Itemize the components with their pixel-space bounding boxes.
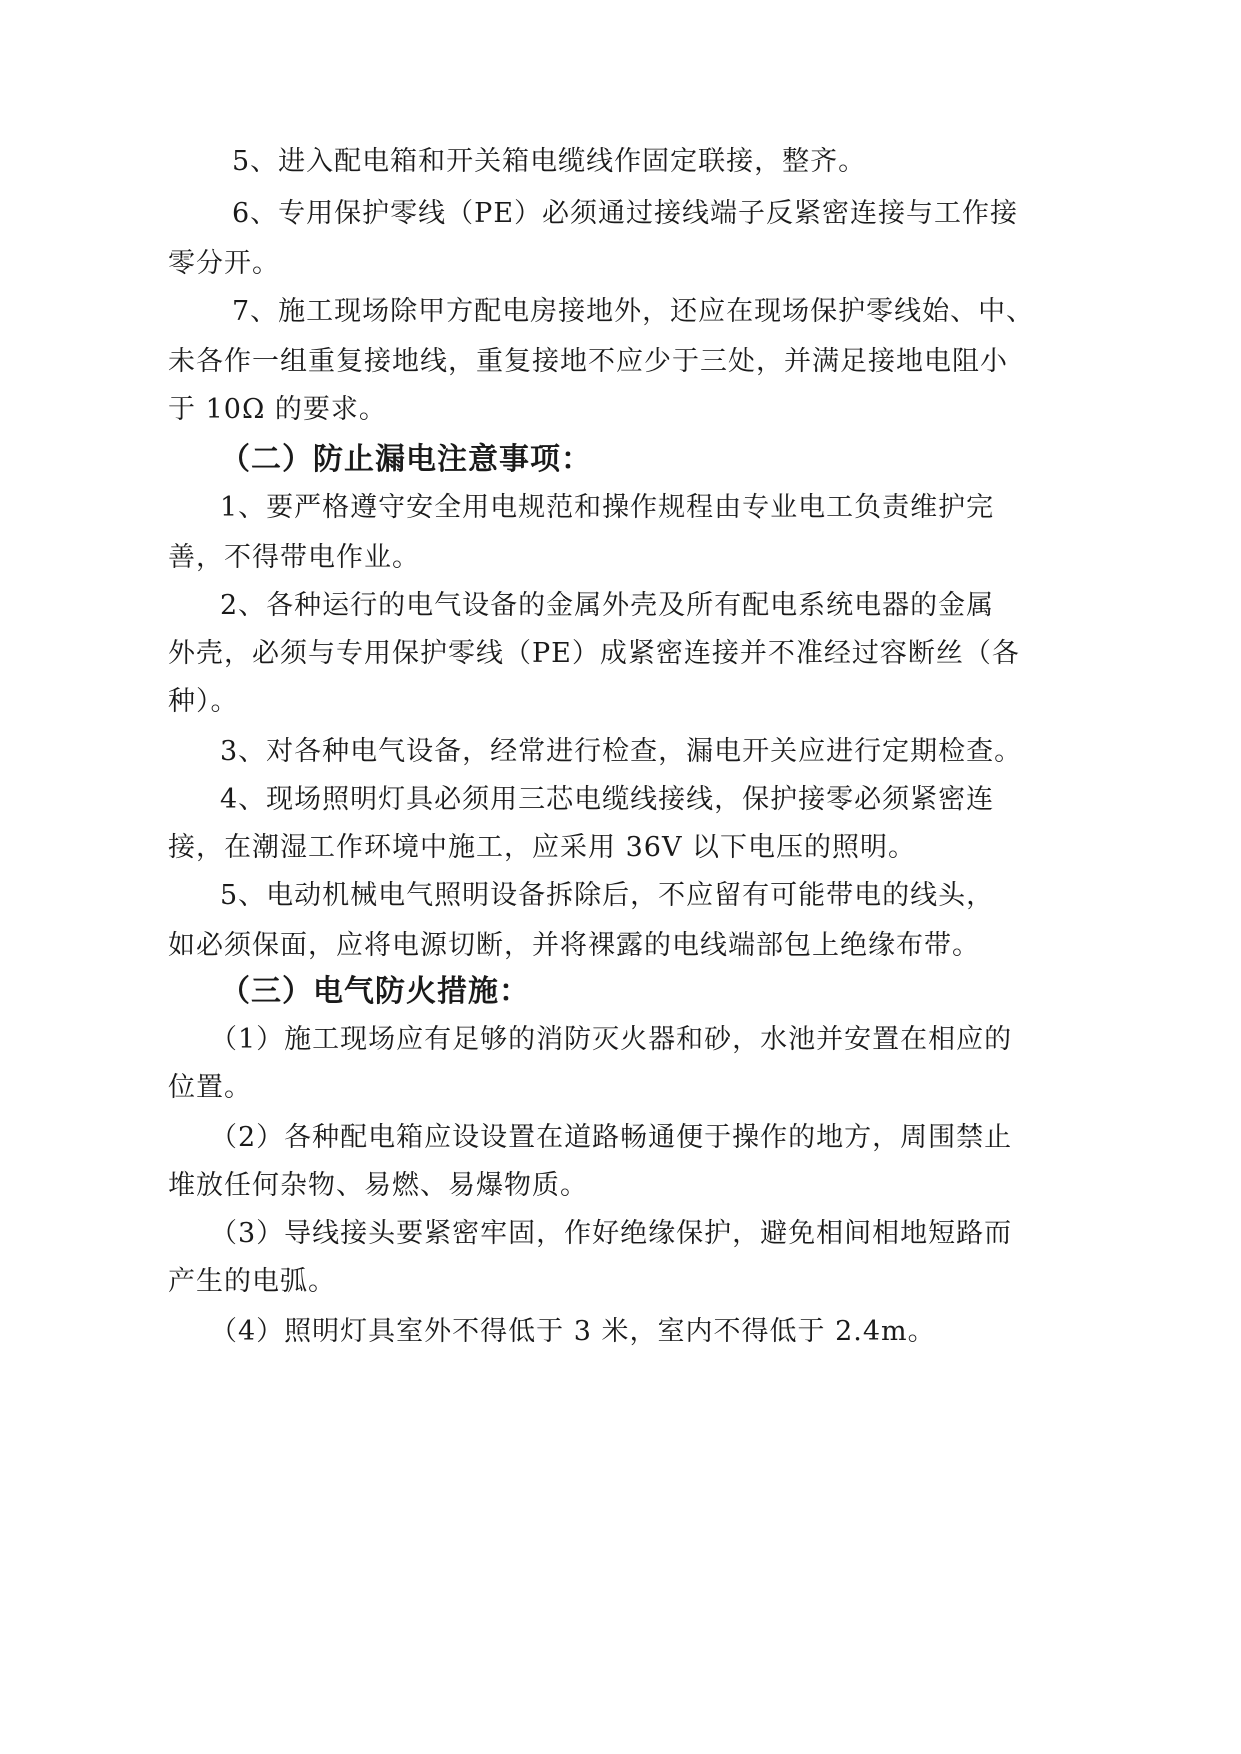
section3-item3-line2: 产生的电弧。 bbox=[168, 1266, 336, 1297]
section3-item2-line2: 堆放任何杂物、易燃、易爆物质。 bbox=[168, 1170, 588, 1201]
paragraph-intro-item7-line1: 7、施工现场除甲方配电房接地外，还应在现场保护零线始、中、 bbox=[232, 296, 1035, 327]
section3-heading: （三）电气防火措施： bbox=[220, 974, 530, 1009]
section2-item3: 3、对各种电气设备，经常进行检查，漏电开关应进行定期检查。 bbox=[220, 736, 1023, 767]
section2-item4-line1: 4、现场照明灯具必须用三芯电缆线接线，保护接零必须紧密连 bbox=[220, 784, 995, 815]
section2-item5-line1: 5、电动机械电气照明设备拆除后，不应留有可能带电的线头， bbox=[220, 880, 995, 911]
section2-item5-line2: 如必须保面，应将电源切断，并将裸露的电线端部包上绝缘布带。 bbox=[168, 930, 980, 961]
section3-item1-line2: 位置。 bbox=[168, 1072, 252, 1103]
section3-item1-line1: （1）施工现场应有足够的消防灭火器和砂，水池并安置在相应的 bbox=[210, 1024, 1013, 1055]
section2-item2-line1: 2、各种运行的电气设备的金属外壳及所有配电系统电器的金属 bbox=[220, 590, 995, 621]
section2-heading: （二）防止漏电注意事项： bbox=[220, 442, 592, 477]
paragraph-intro-item7-line2: 未各作一组重复接地线，重复接地不应少于三处，并满足接地电阻小 bbox=[168, 346, 1008, 377]
section2-item1-line2: 善，不得带电作业。 bbox=[168, 542, 420, 573]
paragraph-intro-item5: 5、进入配电箱和开关箱电缆线作固定联接，整齐。 bbox=[232, 146, 867, 177]
section3-item4: （4）照明灯具室外不得低于 3 米，室内不得低于 2.4m。 bbox=[210, 1316, 936, 1347]
paragraph-intro-item7-line3: 于 10Ω 的要求。 bbox=[168, 394, 387, 425]
paragraph-intro-item6-line1: 6、专用保护零线（PE）必须通过接线端子反紧密连接与工作接 bbox=[232, 198, 1019, 229]
section2-item2-line2: 外壳，必须与专用保护零线（PE）成紧密连接并不准经过容断丝（各 bbox=[168, 638, 1020, 669]
section2-item4-line2: 接，在潮湿工作环境中施工，应采用 36V 以下电压的照明。 bbox=[168, 832, 917, 863]
section3-item3-line1: （3）导线接头要紧密牢固，作好绝缘保护，避免相间相地短路而 bbox=[210, 1218, 1013, 1249]
paragraph-intro-item6-line2: 零分开。 bbox=[168, 248, 280, 279]
section2-item2-line3: 种）。 bbox=[168, 686, 239, 717]
section2-item1-line1: 1、要严格遵守安全用电规范和操作规程由专业电工负责维护完 bbox=[220, 492, 995, 523]
section3-item2-line1: （2）各种配电箱应设设置在道路畅通便于操作的地方，周围禁止 bbox=[210, 1122, 1013, 1153]
